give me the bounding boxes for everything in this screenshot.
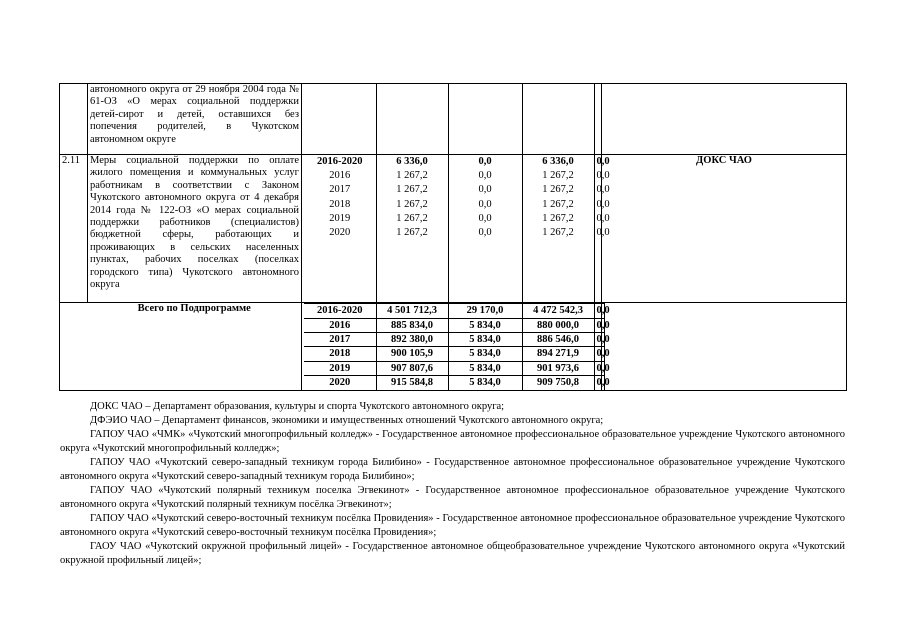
filler-cell bbox=[376, 240, 448, 302]
note-line: ГАОУ ЧАО «Чукотский окружной профильный лицей» - Государственное автономное общеобразовательное учреждение Чукотского автономного округа «Чукотский окружной профильный лицей»; bbox=[60, 541, 845, 566]
row-number bbox=[60, 303, 88, 390]
district-cell: 886 546,0 bbox=[522, 333, 594, 347]
note-line: ГАПОУ ЧАО «Чукотский полярный техникум поселка Эгвекинот» - Государственное автономное профессиональное образовательное учреждение Чукотского автономного округа «Чукотский полярный техникум посёлка Эгвекинот»; bbox=[60, 485, 845, 510]
total-amount-cell: 1 267,2 bbox=[376, 169, 448, 183]
measure-name: Меры социальной поддержки по оплате жилого помещения и коммунальных услуг работникам в соответствии с Законом Чукотского автономного округа от 4 декабря 2014 года № 122-ОЗ «О мерах социальной поддержки работников (специалистов) бюджетной сферы, работающих и проживающих в сельских населенных пунктах, рабочих поселках (поселках городского типа) Чукотского автономного округа bbox=[88, 155, 302, 303]
total-amount-cell: 1 267,2 bbox=[376, 226, 448, 240]
federal-cell: 29 170,0 bbox=[448, 304, 522, 318]
row-number bbox=[60, 84, 88, 155]
district-cell: 1 267,2 bbox=[522, 183, 594, 197]
period-cell: 2019 bbox=[304, 212, 376, 226]
total-label: Всего по Подпрограмме bbox=[88, 303, 302, 390]
period-cell: 2020 bbox=[304, 226, 376, 240]
measure-name: автономного округа от 29 ноября 2004 года № 61-ОЗ «О мерах социальной поддержки детей-сирот и детей, оставшихся без попечения родителей, в Чукотском автономном округе bbox=[88, 84, 302, 155]
executor: ДОКС ЧАО bbox=[602, 155, 847, 303]
total-amount-cell: 915 584,8 bbox=[376, 376, 448, 390]
total-amount-cell: 1 267,2 bbox=[376, 198, 448, 212]
total-amount-cell: 1 267,2 bbox=[376, 183, 448, 197]
district-cell: 901 973,6 bbox=[522, 361, 594, 375]
total-amount-cell: 900 105,9 bbox=[376, 347, 448, 361]
note-line: ДОКС ЧАО – Департамент образования, культуры и спорта Чукотского автономного округа; bbox=[90, 401, 505, 412]
total-amount-cell: 4 501 712,3 bbox=[376, 304, 448, 318]
note-line: ГАПОУ ЧАО «ЧМК» «Чукотский многопрофильный колледж» - Государственное автономное профессиональное образовательное учреждение Чукотского автономного округа «Чукотский многопрофильный колледж»; bbox=[60, 429, 845, 454]
row-number: 2.11 bbox=[60, 155, 88, 303]
federal-cell: 0,0 bbox=[448, 226, 522, 240]
executor-cell bbox=[602, 303, 847, 390]
period-cell: 2019 bbox=[304, 361, 376, 375]
total-amount-cell: 885 834,0 bbox=[376, 318, 448, 332]
total-amount-cell: 907 807,6 bbox=[376, 361, 448, 375]
district-cell: 1 267,2 bbox=[522, 226, 594, 240]
period-cell: 2017 bbox=[304, 333, 376, 347]
federal-cell: 0,0 bbox=[448, 155, 522, 169]
district-cell: 1 267,2 bbox=[522, 169, 594, 183]
table-row bbox=[60, 84, 847, 155]
total-amount-cell: 1 267,2 bbox=[376, 212, 448, 226]
other-cell: 0,0 bbox=[596, 170, 610, 182]
subprogram-table bbox=[59, 83, 847, 391]
table-row-total bbox=[60, 303, 847, 390]
financing-row bbox=[304, 304, 604, 318]
federal-cell: 0,0 bbox=[448, 169, 522, 183]
financing-row bbox=[304, 212, 604, 226]
financing-grid bbox=[304, 155, 610, 302]
district-cell: 894 271,9 bbox=[522, 347, 594, 361]
other-cell: 0,0 bbox=[596, 212, 610, 224]
period-cell: 2020 bbox=[304, 376, 376, 390]
total-grid bbox=[304, 303, 610, 389]
district-cell: 880 000,0 bbox=[522, 318, 594, 332]
period-cell: 2016 bbox=[304, 169, 376, 183]
note-line: ГАПОУ ЧАО «Чукотский северо-западный техникум города Билибино» - Государственное автономное профессиональное образовательное учреждение Чукотского автономного округа «Чукотский северо-западный техникум города Билибино»; bbox=[60, 457, 845, 482]
federal-cell: 5 834,0 bbox=[448, 333, 522, 347]
federal-cell: 0,0 bbox=[448, 212, 522, 226]
other-cell: 0,0 bbox=[594, 347, 604, 361]
other-cell: 0,0 bbox=[594, 318, 604, 332]
total-amount-cell: 892 380,0 bbox=[376, 333, 448, 347]
note-line: ДФЭИО ЧАО – Департамент финансов, экономики и имущественных отношений Чукотского автономного округа; bbox=[90, 415, 604, 426]
other-cell: 0,0 bbox=[596, 184, 610, 196]
executor-cell bbox=[602, 84, 847, 155]
federal-cell: 5 834,0 bbox=[448, 318, 522, 332]
other-cell: 0,0 bbox=[596, 156, 610, 167]
financing-row bbox=[304, 226, 604, 240]
other-cell: 0,0 bbox=[596, 227, 610, 239]
financing-cell bbox=[302, 84, 602, 155]
filler-cell bbox=[304, 240, 376, 302]
federal-cell: 5 834,0 bbox=[448, 347, 522, 361]
period-cell: 2016 bbox=[304, 318, 376, 332]
period-cell: 2018 bbox=[304, 347, 376, 361]
financing-row bbox=[304, 198, 604, 212]
financing-grid bbox=[304, 84, 604, 154]
district-cell: 1 267,2 bbox=[522, 212, 594, 226]
district-cell: 909 750,8 bbox=[522, 376, 594, 390]
other-cell: 0,0 bbox=[594, 333, 604, 347]
filler-cell bbox=[522, 240, 594, 302]
period-cell: 2016-2020 bbox=[304, 155, 376, 169]
financing-row bbox=[304, 376, 604, 390]
financing-row bbox=[304, 169, 604, 183]
district-cell: 4 472 542,3 bbox=[522, 304, 594, 318]
period-cell: 2018 bbox=[304, 198, 376, 212]
filler-cell bbox=[448, 240, 522, 302]
financing-row bbox=[304, 333, 604, 347]
table-row bbox=[60, 155, 847, 303]
note-line: ГАПОУ ЧАО «Чукотский северо-восточный техникум посёлка Провидения» - Государственное автономное профессиональное образовательное учреждение Чукотского автономного округа «Чукотский северо-восточный техникум посёлка Провидения»; bbox=[60, 513, 845, 538]
federal-cell: 5 834,0 bbox=[448, 376, 522, 390]
other-cell: 0,0 bbox=[594, 361, 604, 375]
financing-row bbox=[304, 361, 604, 375]
total-amount-cell: 6 336,0 bbox=[376, 155, 448, 169]
abbreviations-notes bbox=[60, 400, 845, 568]
period-cell: 2016-2020 bbox=[304, 304, 376, 318]
other-cell: 0,0 bbox=[596, 198, 610, 210]
financing-row bbox=[304, 318, 604, 332]
financing-cell bbox=[302, 303, 610, 390]
district-cell: 6 336,0 bbox=[522, 155, 594, 169]
financing-row bbox=[304, 155, 604, 169]
federal-cell: 0,0 bbox=[448, 198, 522, 212]
other-cell: 0,0 bbox=[594, 376, 604, 390]
district-cell: 1 267,2 bbox=[522, 198, 594, 212]
financing-row bbox=[304, 347, 604, 361]
federal-cell: 5 834,0 bbox=[448, 361, 522, 375]
period-cell: 2017 bbox=[304, 183, 376, 197]
financing-cell bbox=[302, 155, 610, 303]
other-cell: 0,0 bbox=[594, 304, 604, 318]
federal-cell: 0,0 bbox=[448, 183, 522, 197]
financing-row bbox=[304, 183, 604, 197]
